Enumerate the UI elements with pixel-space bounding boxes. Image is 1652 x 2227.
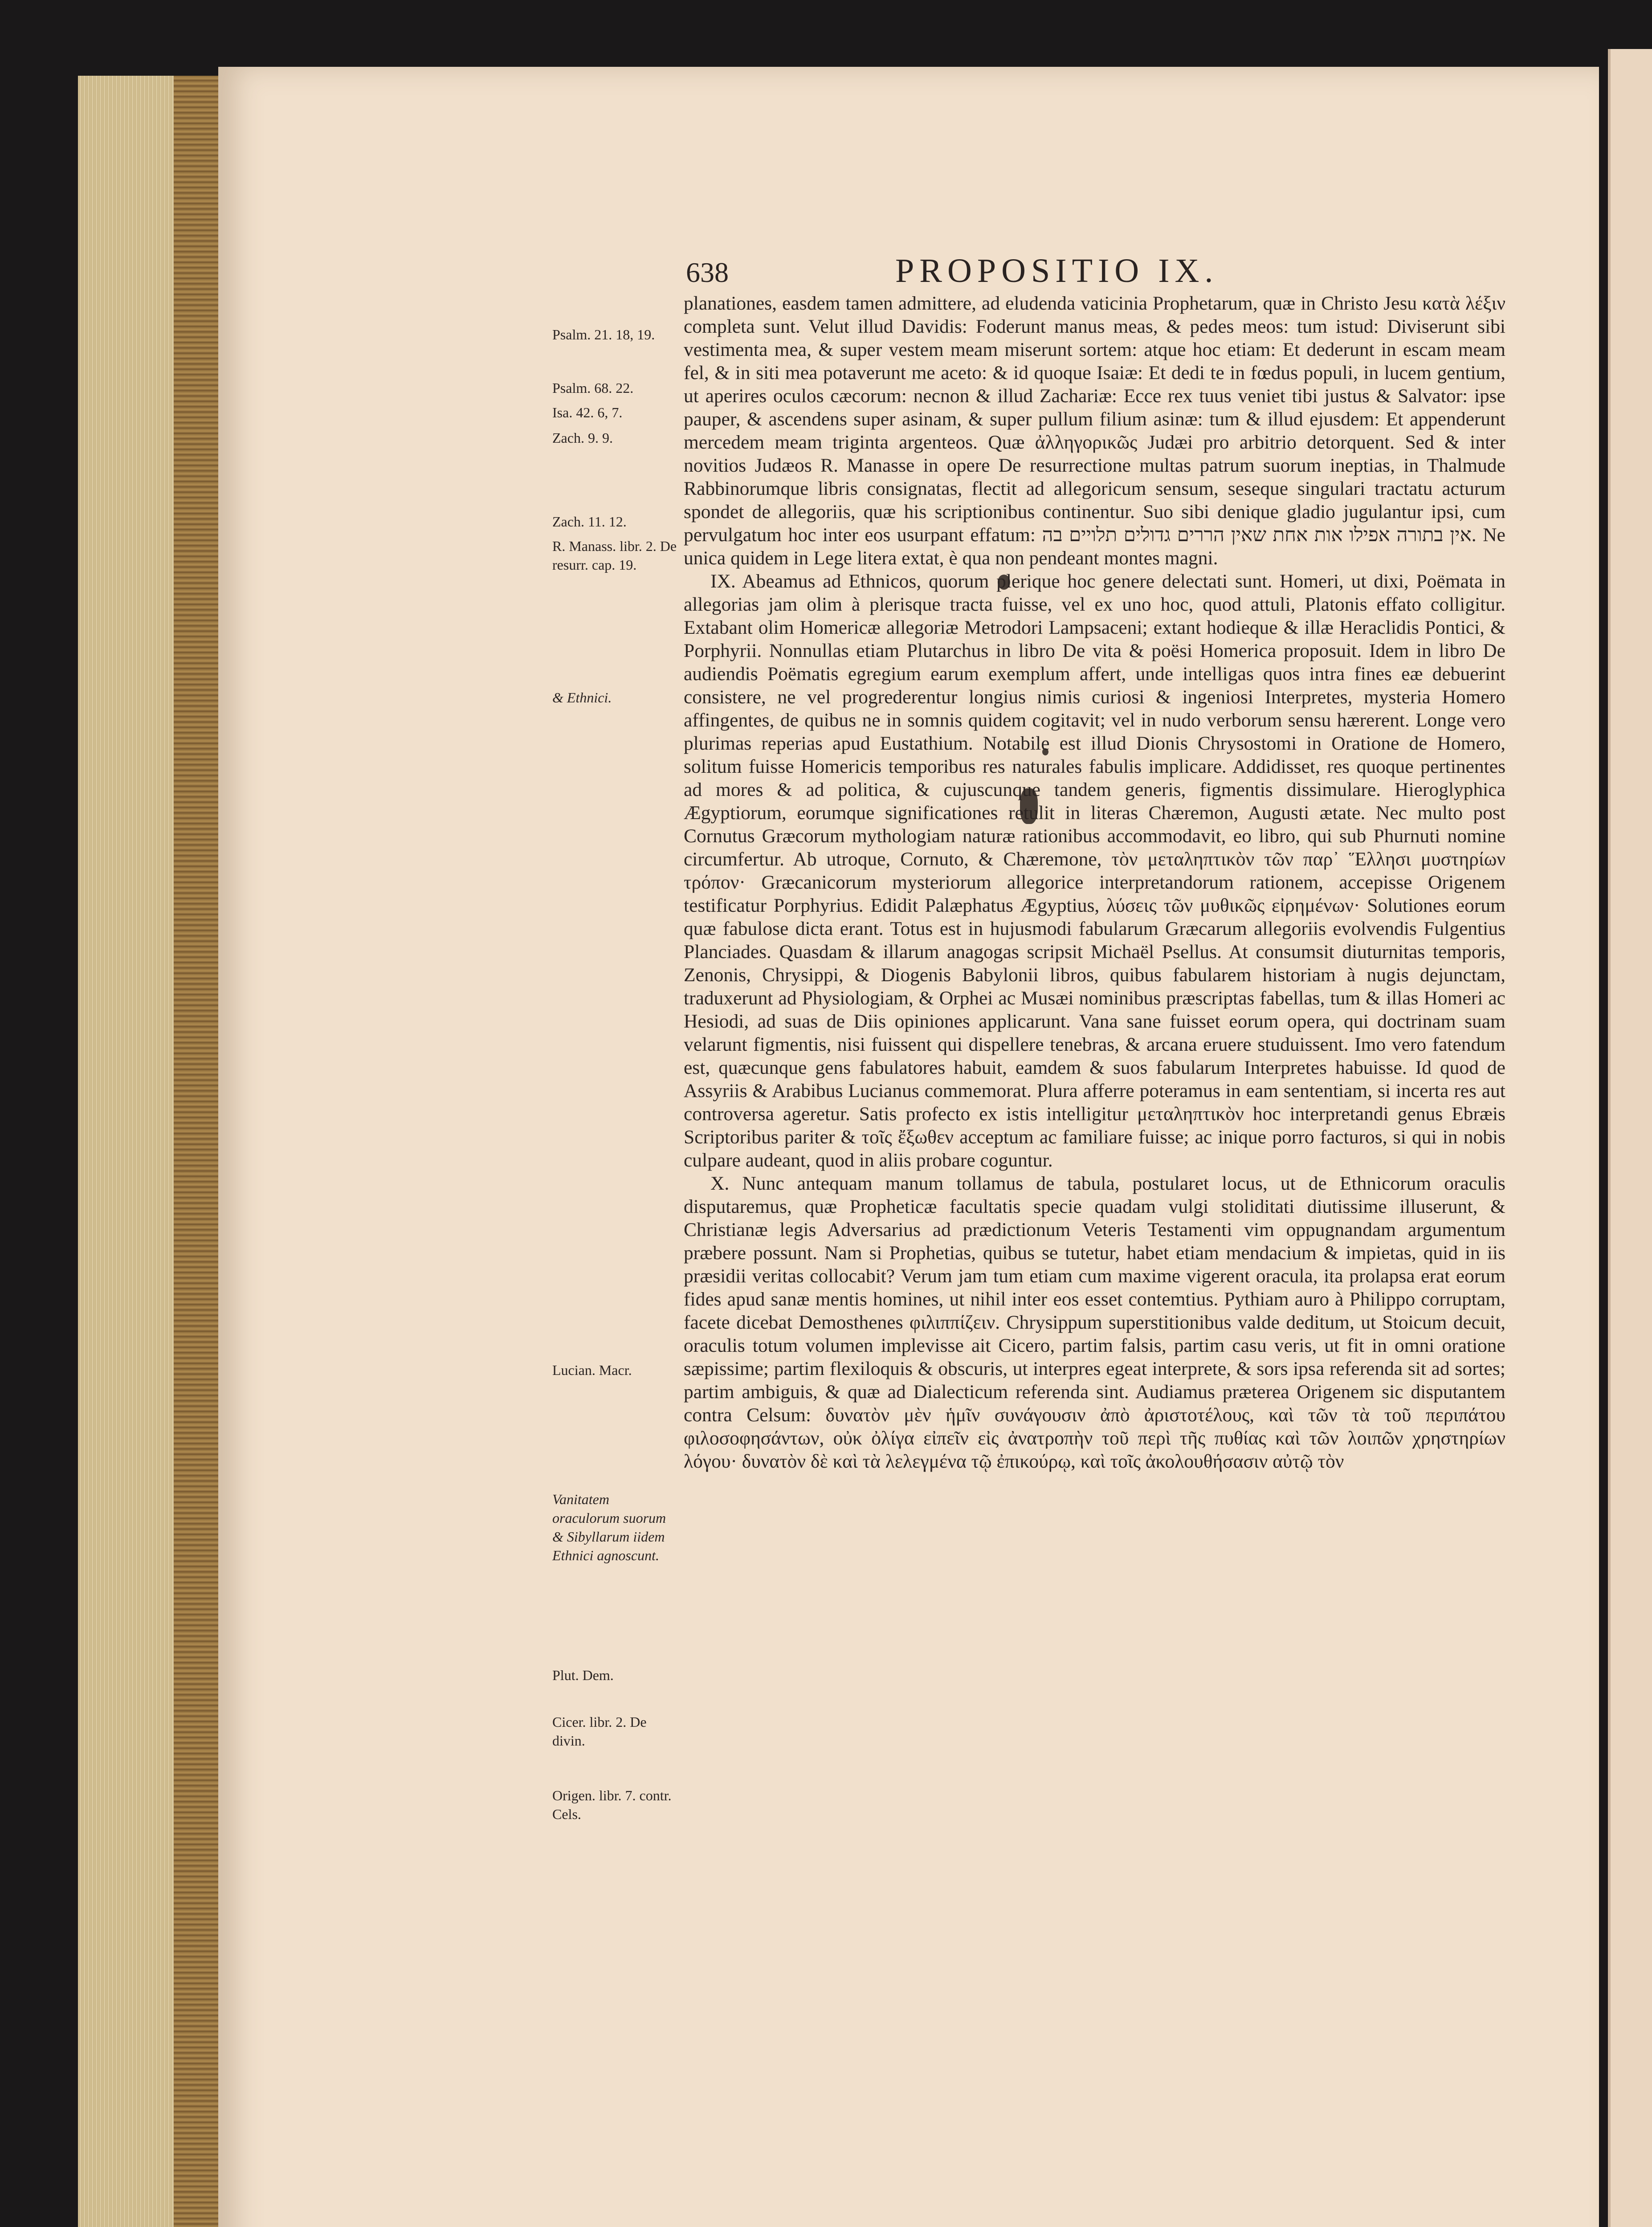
paragraph-x: X. Nunc antequam manum tollamus de tabula, postularet locus, ut de Ethnicorum oraculis disputaremus, quæ Propheticæ facultatis specie quadam vulgi stoliditati diutissime illuserunt, & Christianæ legis Adversarius ad prædictionum Veteris Testamenti vim oppugnandam argumentum præbere possunt. Nam si Prophetias, quibus se tutetur, habet etiam mendacium & impietas, quid in iis præsidii veritas collocabit? Verum jam tum etiam cum maxime vigerent oracula, ita prolapsa erat eorum fides apud sanæ mentis homines, ut nihil inter eos esset contemtius. Pythiam auro à Philippo corruptam, facete dicebat Demosthenes φιλιππίζειν. Chrysippum superstitionibus valde deditum, ut Stoicum decuit, oraculis totum volumen implevisse ait Cicero, partim falsis, partim casu veris, ut fit in omni oratione sæpissime; partim flexiloquis & obscuris, ut interpres egeat interprete, & sors ipsa referenda sit ad sortes; partim ambiguis, & quæ ad Dialecticum referenda sint. Audiamus præterea Origenem sic disputantem contra Celsum: δυνατὸν μὲν ἡμῖν συνάγουσιν ἀπὸ ἀριστοτέλους, καὶ τῶν τὰ τοῦ περιπάτου φιλοσοφησάντων, οὐκ ὀλίγα εἰπεῖν εἰς ἀνατροπὴν τοῦ περὶ τῆς πυθίας καὶ τῶν λοιπῶν χρηστηρίων λόγου· δυνατὸν δὲ καὶ τὰ λελεγμένα τῷ ἐπικούρῳ, καὶ τοῖς ἀκολουθήσασιν αὐτῷ τὸν xyxy=(684,1173,1505,1472)
paragraph-ix: IX. Abeamus ad Ethnicos, quorum plerique hoc genere delectati sunt. Homeri, ut dixi, Poëmata in allegorias jam olim à plerisque tracta fuisse, vel ex uno hoc, quod attuli, Platonis effato colligitur. Extabant olim Homericæ allegoriæ Metrodori Lampsaceni; extant hodieque & illæ Heraclidis Pontici, & Porphyrii. Nonnullas etiam Plutarchus in libro De vita & poësi Homerica proposuit. Idem in libro De audiendis Poëmatis egregium earum exemplum affert, unde intelligas quos intra fines eæ debuerint consistere, ne vel progrederentur longius nimis curiosi & ingeniosi Interpretes, mysteria Homero affingentes, de quibus ne in somnis quidem cogitavit; vel in nudo verborum sensu hærerent. Longe vero plurimas reperias apud Eustathium. Notabile est illud Dionis Chrysostomi in Oratione de Homero, solitum fuisse Homericis temporibus res naturales fabulis implicare. Addidisset, res quoque pertinentes ad mores & ad politica, & cujuscunque tandem generis, figmentis dissimulare. Hieroglyphica Ægyptiorum, eorumque significationes retulit in literas Chæremon, Augusti ætate. Nec multo post Cornutus Græcorum mythologiam naturæ rationibus accommodavit, eo libro, qui sub Phurnuti nomine circumfertur. Ab utroque, Cornuto, & Chæremone, τὸν μεταληπτικὸν τῶν παρ᾽ Ἕλλησι μυστηρίων τρόπον· Græcanicorum mysteriorum allegorice interpretandorum rationem, accepisse Origenem testificatur Porphyrius. Edidit Palæphatus Ægyptius, λύσεις τῶν μυθικῶς εἰρημένων· Solutiones eorum quæ fabulose dicta erant. Totus est in hujusmodi fabularum Græcarum allegoriis evolvendis Fulgentius Planciades. Quasdam & illarum anagogas scripsit Michaël Psellus. At consumsit diuturnitas temporis, Zenonis, Chrysippi, & Diogenis Babylonii libros, quibus fabularem historiam à nugis dejunctam, traduxerunt ad Physiologiam, & Orphei ac Musæi nominibus præscriptas fabellas, tum & illas Homeri ac Hesiodi, ad suas de Diis opiniones applicarunt. Vana sane fuisset eorum opera, qui doctrinam suam velarunt figmentis, nisi fuissent qui dispellere tenebras, & arcana eruere studuissent. Imo vero fatendum est, quæcunque gens fabulatores habuit, eamdem & suos fabularum Interpretes habuisse. Id quod de Assyriis & Arabibus Lucianus commemorat. Plura afferre poteramus in eam sententiam, si incerta res aut controversa ageretur. Satis profecto ex istis intelligitur μεταληπτικὸν hoc interpretandi genus Ebræis Scriptoribus pariter & τοῖς ἔξωθεν acceptum ac familiare fuisse; ac inique porro facturos, si qui in nobis culpare audeant, quod in aliis probare coguntur. xyxy=(684,571,1505,1171)
main-text-column xyxy=(684,292,1505,1473)
margin-note: R. Manass. libr. 2. De resurr. cap. 19. xyxy=(552,538,677,573)
margin-note: Origen. libr. 7. contr. Cels. xyxy=(552,1787,672,1822)
page-number: 638 xyxy=(686,257,729,288)
book-binding xyxy=(174,76,223,2227)
margin-note: & Ethnici. xyxy=(552,689,612,706)
margin-note: Plut. Dem. xyxy=(552,1667,614,1683)
margin-note: Zach. 11. 12. xyxy=(552,514,627,530)
margin-note: Lucian. Macr. xyxy=(552,1362,632,1378)
margin-note: Zach. 9. 9. xyxy=(552,430,613,446)
paragraph-continuation: planationes, easdem tamen admittere, ad eludenda vaticinia Prophetarum, quæ in Christo Jesu κατὰ λέξιν completa sunt. Velut illud Davidis: Foderunt manus meas, & pedes meos: tum istud: Diviserunt sibi vestimenta mea, & super vestem meam miserunt sortem: atque hoc etiam: Et dederunt in escam meam fel, & in siti mea potaverunt me aceto: & id quoque Isaiæ: Et dedi te in fœdus populi, in lucem gentium, ut aperires oculos cæcorum: necnon & illud Zachariæ: Ecce rex tuus veniet tibi justus & Salvator: ipse pauper, & ascendens super asinam, & super pullum filium asinæ: tum & illud ejusdem: Et appenderunt mercedem meam triginta argenteos. Quæ ἀλληγορικῶς Judæi pro arbitrio detorquent. Sed & inter novitios Judæos R. Manasse in opere De resurrectione multas patrum suorum ineptias, in Thalmude Rabbinorumque libris consignatas, flectit ad allegoricum sensum, seseque singulari tractatu acturum spondet de allegoriis, quæ his scriptionibus continentur. Suo sibi denique gladio jugulantur ipsi, cum pervulgatum hoc inter eos usurpant effatum: אין בתורה אפילו אות אחת שאין הררים גדולים תלויים בה. Ne unica quidem in Lege litera extat, è qua non pendeant montes magni. xyxy=(684,293,1505,569)
margin-note: Cicer. libr. 2. De divin. xyxy=(552,1714,647,1749)
margin-note: Psalm. 21. 18, 19. xyxy=(552,326,655,343)
running-title: PROPOSITIO IX. xyxy=(895,252,1219,290)
margin-note: Vanitatem oraculorum suorum & Sibyllarum iidem Ethnici agnoscunt. xyxy=(552,1491,666,1563)
facing-page-edge xyxy=(1608,49,1652,2227)
page-header xyxy=(686,252,1550,292)
margin-note: Psalm. 68. 22. xyxy=(552,380,634,396)
margin-note: Isa. 42. 6, 7. xyxy=(552,404,623,420)
